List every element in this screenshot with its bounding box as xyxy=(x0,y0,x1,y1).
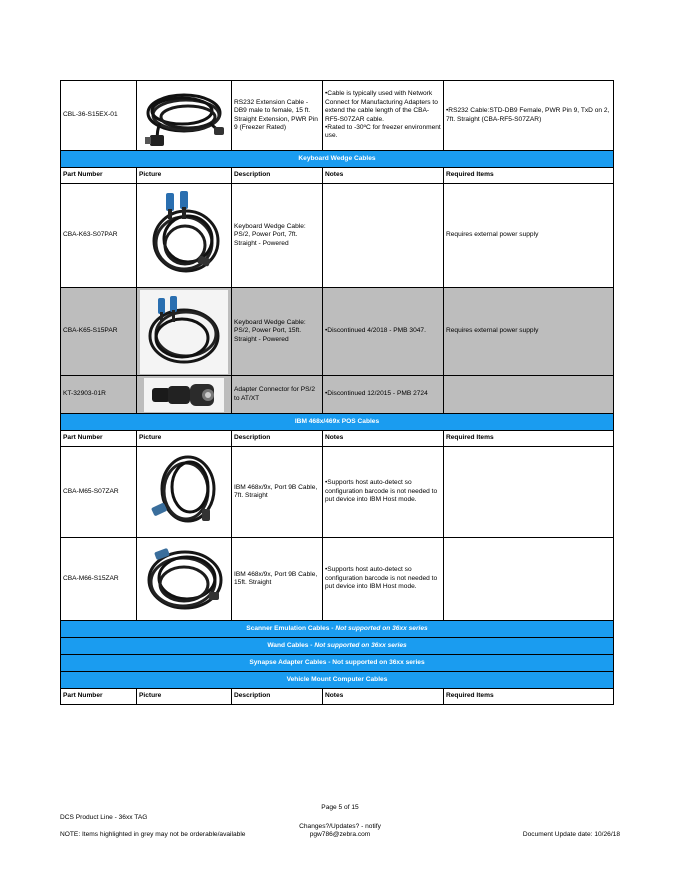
notes: •Supports host auto-detect so configuration barcode is not needed to put device into IBM Host mode. xyxy=(323,538,444,621)
description: RS232 Extension Cable - DB9 male to female, 15 ft. Straight Extension, PWR Pin 9 (Freezer Rated) xyxy=(232,81,323,151)
picture-cell xyxy=(137,447,232,538)
header-description: Description xyxy=(232,431,323,447)
part-number: CBL-36-S15EX-01 xyxy=(61,81,137,151)
section-bar-vehicle-mount xyxy=(61,672,614,689)
section-title-text: Synapse Adapter Cables - xyxy=(249,658,333,666)
required-items: Requires external power supply xyxy=(444,184,614,288)
notes: •Supports host auto-detect so configuration barcode is not needed to put device into IBM Host mode. xyxy=(323,447,444,538)
table-header-row xyxy=(61,431,614,447)
header-picture: Picture xyxy=(137,168,232,184)
part-number: CBA-K63-S07PAR xyxy=(61,184,137,288)
contact-email: pgw786@zebra.com xyxy=(309,831,371,838)
header-notes: Notes xyxy=(323,689,444,705)
required-items xyxy=(444,376,614,414)
document-update-date: Document Update date: 10/26/18 xyxy=(522,831,620,838)
section-bar-wand xyxy=(61,638,614,655)
header-picture: Picture xyxy=(137,431,232,447)
notes: •Discontinued 12/2015 - PMB 2724 xyxy=(323,376,444,414)
coiled-cable-ps2-image xyxy=(140,187,228,285)
part-number: CBA-K65-S15PAR xyxy=(61,288,137,376)
notes xyxy=(323,184,444,288)
header-required-items: Required Items xyxy=(444,168,614,184)
picture-cell xyxy=(137,81,232,151)
section-title xyxy=(61,621,614,638)
required-items: Requires external power supply xyxy=(444,288,614,376)
section-title-text: Wand Cables - xyxy=(267,641,315,649)
required-items xyxy=(444,538,614,621)
coiled-cable-ibm-image xyxy=(144,449,224,535)
header-description: Description xyxy=(232,168,323,184)
description: Keyboard Wedge Cable: PS/2, Power Port, 15ft. Straight - Powered xyxy=(232,288,323,376)
picture-cell xyxy=(137,538,232,621)
parts-table xyxy=(60,80,614,705)
section-bar-keyboard-wedge xyxy=(61,151,614,168)
header-description: Description xyxy=(232,689,323,705)
header-required-items: Required Items xyxy=(444,431,614,447)
description: IBM 468x/9x, Port 9B Cable, 7ft. Straight xyxy=(232,447,323,538)
section-title xyxy=(61,672,614,689)
required-items: •RS232 Cable:STD-DB9 Female, PWR Pin 9, TxD on 2, 7ft. Straight (CBA-RF5-S07ZAR) xyxy=(444,81,614,151)
required-items xyxy=(444,447,614,538)
note-line: •Cable is typically used with Network Connect for Manufacturing Adapters to extend the cable length of the CBA-RF5-S07ZAR cable. xyxy=(325,90,438,123)
table-row xyxy=(61,538,614,621)
part-number: CBA-M66-S15ZAR xyxy=(61,538,137,621)
ps2-adapter-image xyxy=(144,378,224,412)
section-title xyxy=(61,655,614,672)
coiled-cable-ps2-image xyxy=(140,290,228,374)
coiled-cable-ibm-image xyxy=(139,540,229,618)
table-row xyxy=(61,447,614,538)
section-title: Keyboard Wedge Cables xyxy=(61,151,614,168)
picture-cell xyxy=(137,288,232,376)
description: Keyboard Wedge Cable: PS/2, Power Port, 7ft. Straight - Powered xyxy=(232,184,323,288)
section-title: IBM 468x/469x POS Cables xyxy=(61,414,614,431)
table-row-discontinued xyxy=(61,288,614,376)
section-note: Not supported on 36xx series xyxy=(314,641,407,649)
product-line: DCS Product Line - 36xx TAG xyxy=(60,814,148,821)
grey-items-note: NOTE: Items highlighted in grey may not be orderable/available xyxy=(60,831,246,838)
header-part-number: Part Number xyxy=(61,168,137,184)
part-number: KT-32903-01R xyxy=(61,376,137,414)
section-bar-synapse-adapter xyxy=(61,655,614,672)
changes-line: Changes?/Updates? - notify xyxy=(299,823,381,830)
section-bar-ibm-pos xyxy=(61,414,614,431)
notes: •Discontinued 4/2018 - PMB 3047. xyxy=(323,288,444,376)
section-note: Not supported on 36xx series xyxy=(335,624,428,632)
picture-cell xyxy=(137,376,232,414)
header-part-number: Part Number xyxy=(61,431,137,447)
table-header-row xyxy=(61,689,614,705)
table-header-row xyxy=(61,168,614,184)
header-notes: Notes xyxy=(323,168,444,184)
picture-cell xyxy=(137,184,232,288)
notes xyxy=(323,81,444,151)
section-bar-scanner-emulation xyxy=(61,621,614,638)
section-note: Not supported on 36xx series xyxy=(332,658,425,666)
part-number: CBA-M65-S07ZAR xyxy=(61,447,137,538)
table-row-discontinued xyxy=(61,376,614,414)
header-required-items: Required Items xyxy=(444,689,614,705)
header-picture: Picture xyxy=(137,689,232,705)
table-row xyxy=(61,81,614,151)
section-title xyxy=(61,638,614,655)
section-title-text: Scanner Emulation Cables - xyxy=(246,624,336,632)
section-title-text: Vehicle Mount Computer Cables xyxy=(286,675,388,683)
table-row xyxy=(61,184,614,288)
description: IBM 468x/9x, Port 9B Cable, 15ft. Straight xyxy=(232,538,323,621)
note-line: •Rated to -30ºC for freezer environment use. xyxy=(325,123,441,140)
coiled-cable-db9-image xyxy=(140,83,228,149)
header-notes: Notes xyxy=(323,431,444,447)
page-number: Page 5 of 15 xyxy=(321,804,359,811)
header-part-number: Part Number xyxy=(61,689,137,705)
description: Adapter Connector for PS/2 to AT/XT xyxy=(232,376,323,414)
